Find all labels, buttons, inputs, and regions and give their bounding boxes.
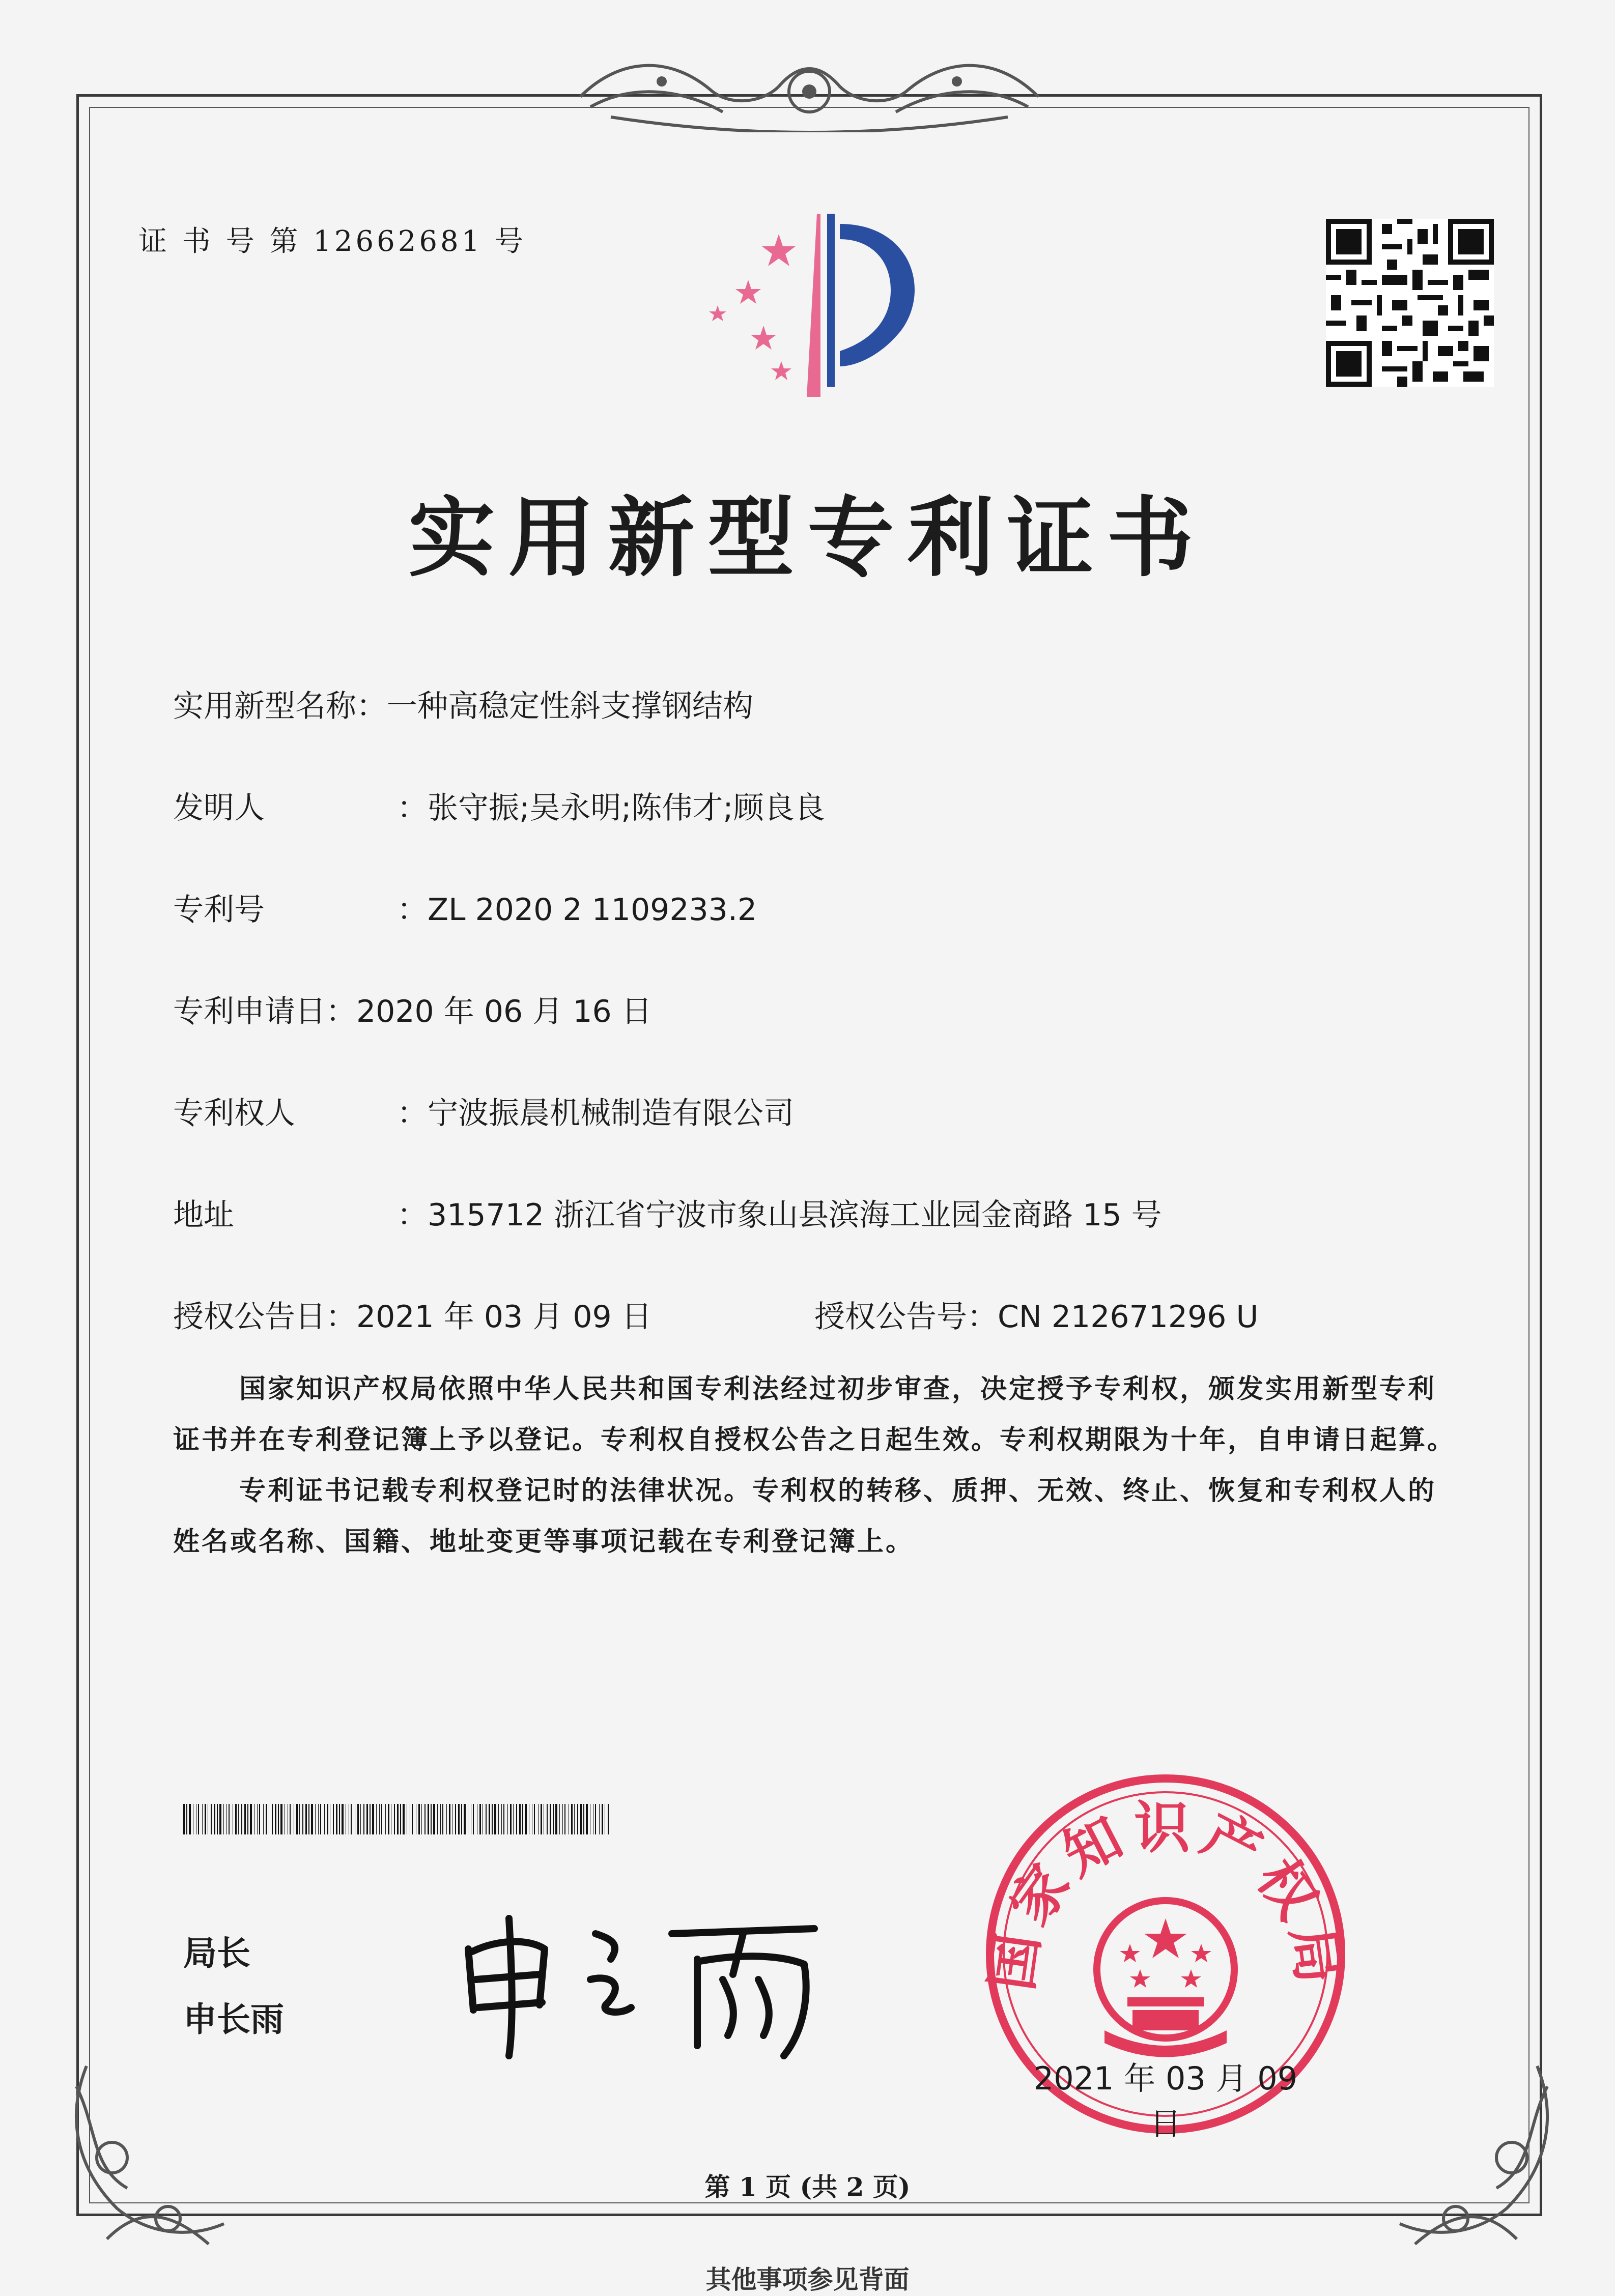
barcode-icon bbox=[183, 1804, 611, 1834]
field-label: 地址 bbox=[173, 1197, 234, 1233]
corner-ornament-bottom-left bbox=[56, 2056, 239, 2259]
field-value: 宁波振晨机械制造有限公司 bbox=[428, 1096, 794, 1131]
field-patent-number: 专利号 ：ZL 2020 2 1109233.2 bbox=[173, 885, 757, 929]
field-address: 地址 ：315712 浙江省宁波市象山县滨海工业园金商路 15 号 bbox=[173, 1191, 1162, 1235]
field-grant-date bbox=[173, 1293, 652, 1336]
signatory-role: 局长 bbox=[183, 1934, 250, 1973]
certificate-title: 实用新型专利证书 bbox=[408, 488, 1207, 589]
seal-date: 2021 年 03 月 09 日 bbox=[1033, 2060, 1298, 2142]
field-label: 授权公告日： bbox=[173, 1299, 356, 1335]
field-patentee: 专利权人 ：宁波振晨机械制造有限公司 bbox=[173, 1089, 794, 1133]
patent-office-emblem-icon bbox=[687, 204, 952, 407]
field-value: 张守振;吴永明;陈伟才;顾良良 bbox=[428, 790, 825, 826]
signatory-name: 申长雨 bbox=[183, 2000, 284, 2039]
svg-text:国家知识产权局: 国家知识产权局 bbox=[978, 1795, 1353, 1994]
field-inventor: 发明人 ：张守振;吴永明;陈伟才;顾良良 bbox=[173, 784, 825, 827]
field-value: 2021 年 03 月 09 日 bbox=[356, 1299, 652, 1335]
field-label: 实用新型名称： bbox=[173, 688, 387, 724]
legal-text bbox=[173, 1364, 1461, 1567]
top-ornament bbox=[560, 46, 1059, 132]
field-label: 授权公告号： bbox=[814, 1299, 998, 1335]
corner-ornament-bottom-right bbox=[1384, 2056, 1568, 2259]
bottom-note: 其他事项参见背面 bbox=[705, 2264, 910, 2294]
legal-paragraph: 国家知识产权局依照中华人民共和国专利法经过初步审查，决定授予专利权，颁发实用新型专利证书并在专利登记簿上予以登记。专利权自授权公告之日起生效。专利权期限为十年，自申请日起算。 bbox=[173, 1373, 1456, 1455]
field-grant-number bbox=[814, 1293, 1258, 1336]
field-value: CN 212671296 U bbox=[998, 1299, 1259, 1335]
handwritten-signature bbox=[458, 1903, 835, 2071]
field-value: 2020 年 06 月 16 日 bbox=[356, 994, 652, 1029]
field-label: 专利权人 bbox=[173, 1096, 295, 1131]
field-value: ZL 2020 2 1109233.2 bbox=[428, 892, 757, 928]
qr-code-icon bbox=[1326, 219, 1494, 387]
field-value: 315712 浙江省宁波市象山县滨海工业园金商路 15 号 bbox=[428, 1197, 1162, 1233]
field-filing-date bbox=[173, 987, 652, 1031]
legal-paragraph: 专利证书记载专利权登记时的法律状况。专利权的转移、质押、无效、终止、恢复和专利权人的姓名或名称、国籍、地址变更等事项记载在专利登记簿上。 bbox=[173, 1475, 1437, 1557]
field-model-name bbox=[173, 682, 753, 726]
certificate-number: 证 书 号 第 12662681 号 bbox=[138, 225, 527, 258]
field-label: 发明人 bbox=[173, 790, 265, 826]
field-value: 一种高稳定性斜支撑钢结构 bbox=[387, 688, 753, 724]
field-label: 专利申请日： bbox=[173, 994, 356, 1029]
page-indicator: 第 1 页 (共 2 页) bbox=[704, 2172, 911, 2202]
field-label: 专利号 bbox=[173, 892, 265, 928]
